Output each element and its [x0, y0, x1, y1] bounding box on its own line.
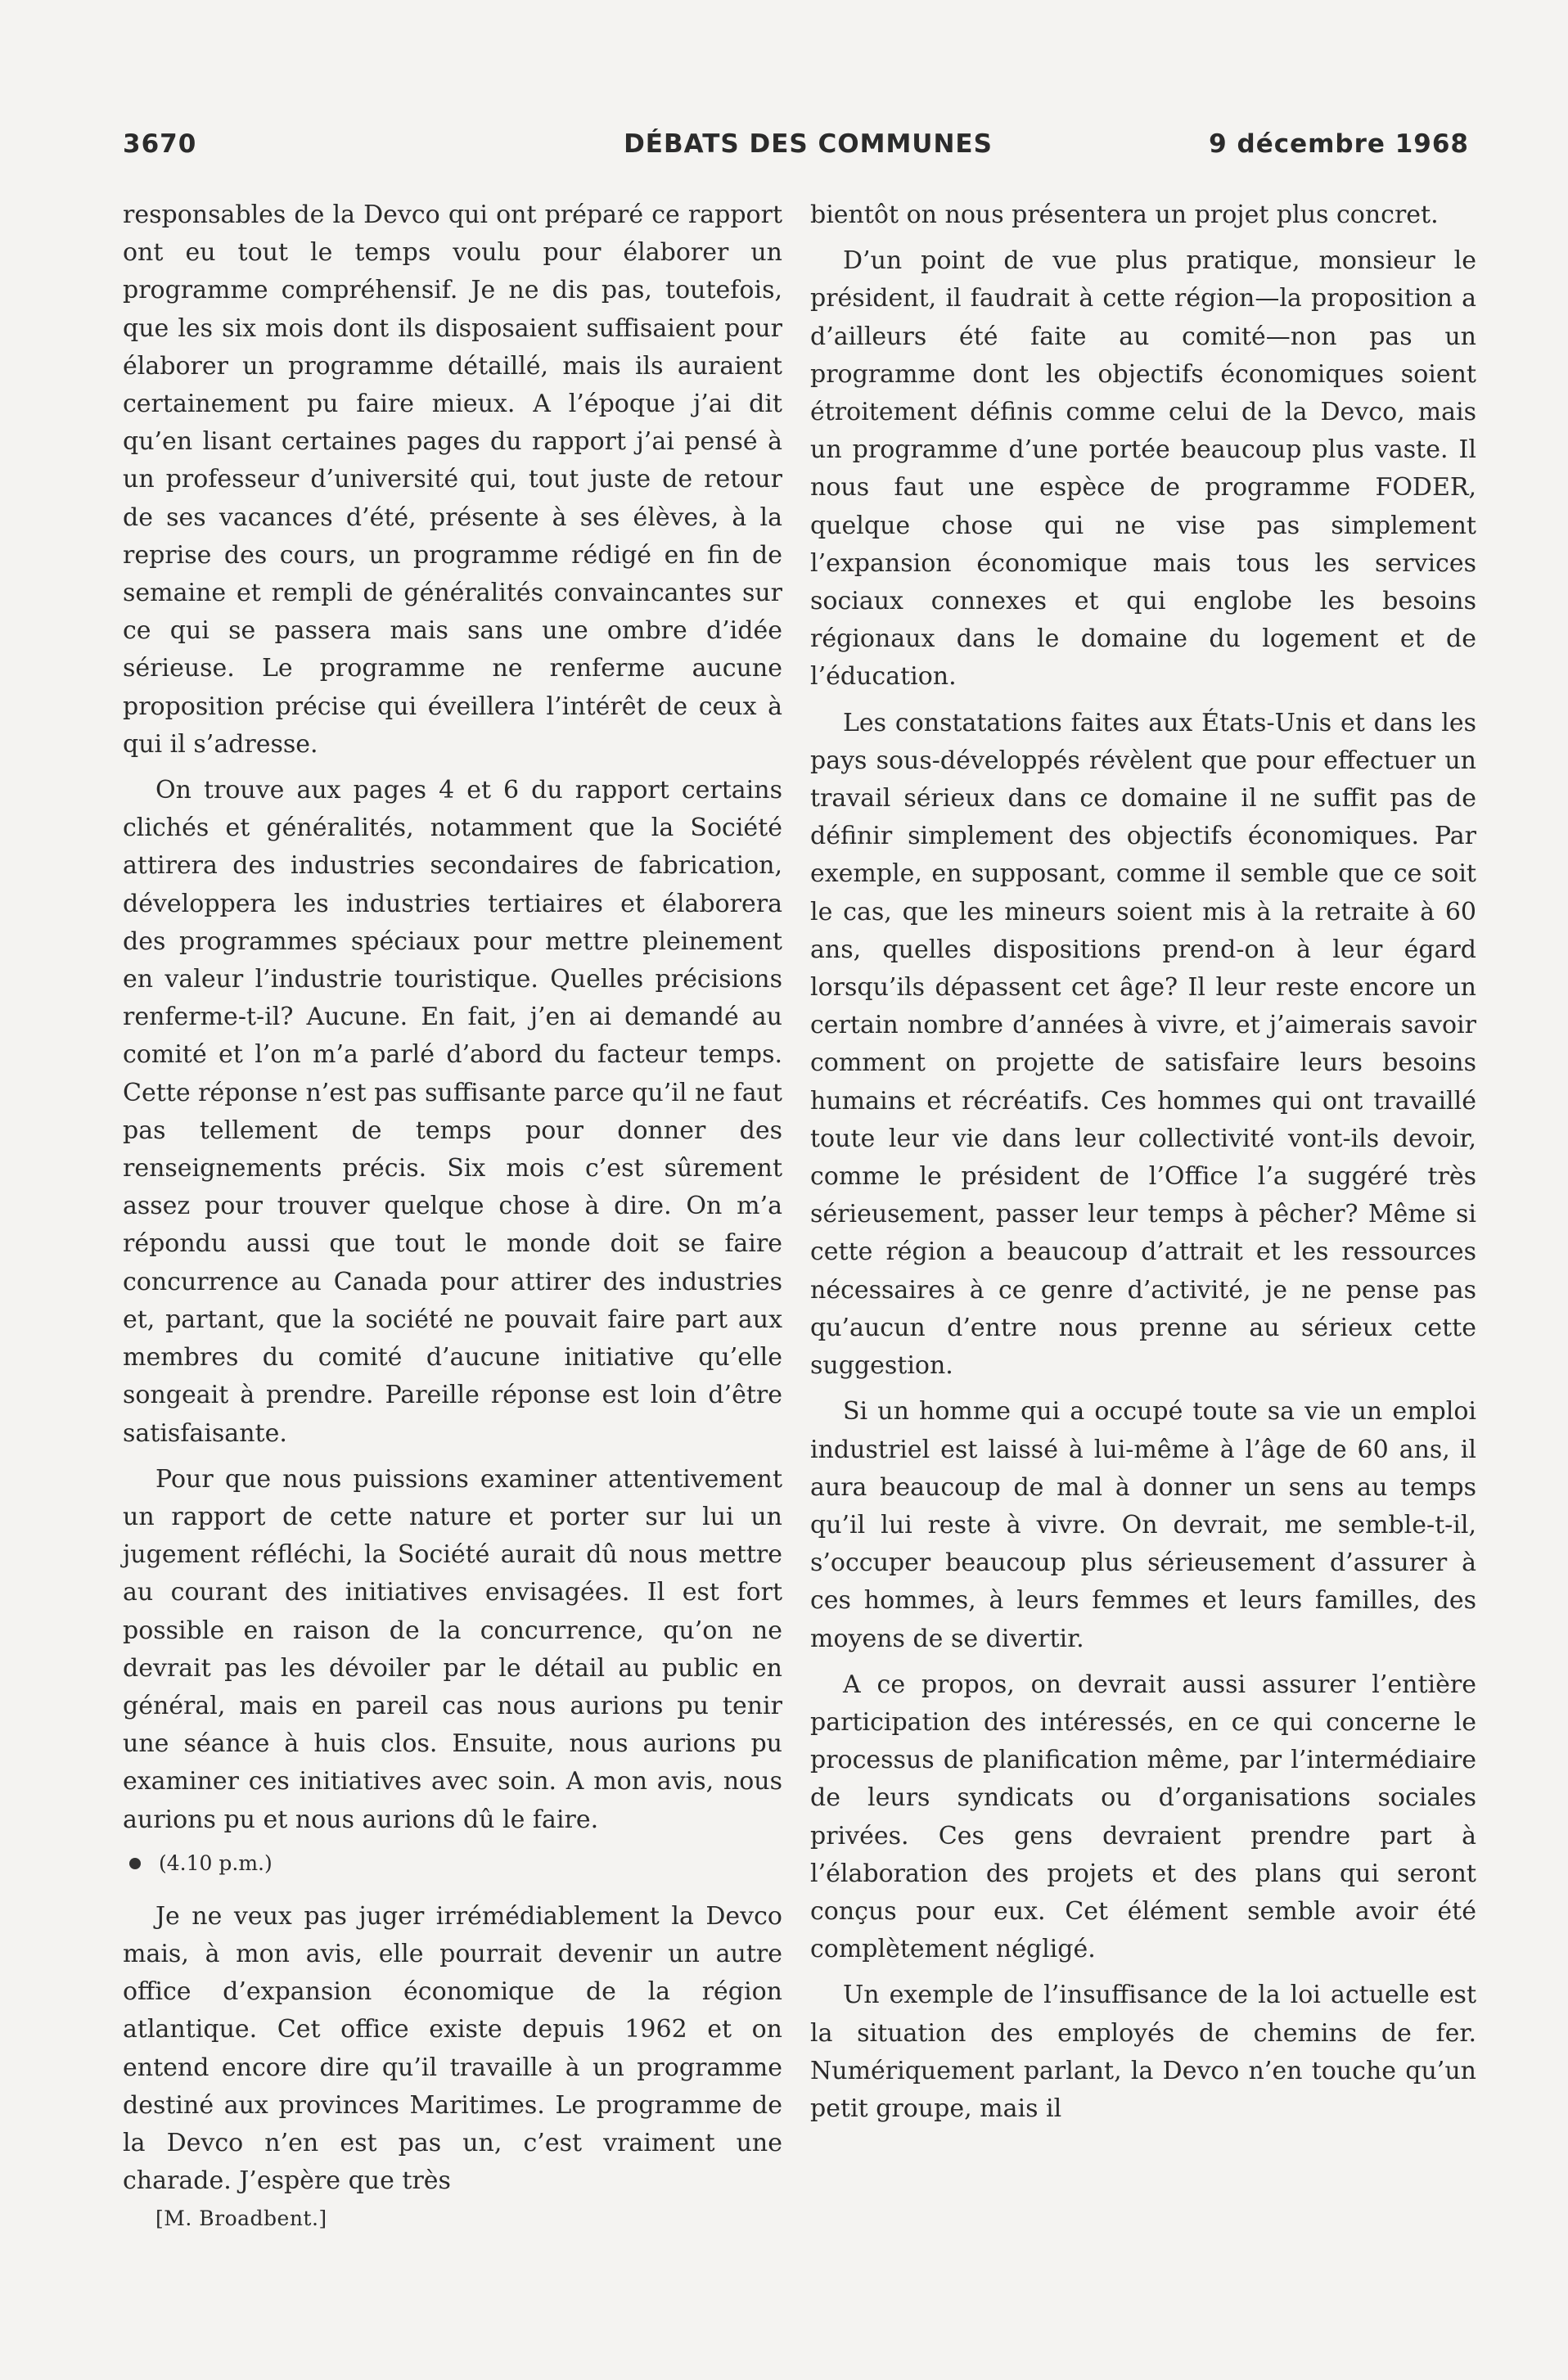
paragraph: Pour que nous puissions examiner attentivement un rapport de cette nature et porter sur lui un jugement réfléchi, la Société aurait dû nous mettre au courant des initiatives envisagées. Il est fort possible en raison de la concurrence, qu’on ne devrait pas les dévoiler par le détail au public en général, mais en pareil cas nous aurions pu tenir une séance à huis clos. Ensuite, nous aurions pu examiner ces initiatives avec soin. A mon avis, nous aurions pu et nous aurions dû le faire.	[123, 1464, 782, 1834]
timestamp-text: (4.10 p.m.)	[159, 1850, 273, 1875]
speaker-attribution: [M. Broadbent.]	[155, 2206, 327, 2231]
page-header	[123, 129, 1469, 170]
paragraph: bientôt on nous présentera un projet plus concret.	[810, 201, 1439, 229]
paragraph: On trouve aux pages 4 et 6 du rapport certains clichés et généralités, notamment que la Société attirera des industries secondaires de fabrication, développera les industries tertiaires et élaborera des programmes spéciaux pour mettre pleinement en valeur l’industrie touristique. Quelles précisions renferme-t-il? Aucune. En fait, j’en ai demandé au comité et l’on m’a parlé d’abord du facteur temps. Cette réponse n’est pas suffisante parce qu’il ne faut pas tellement de temps pour donner des renseignements précis. Six mois c’est sûrement assez pour trouver quelque chose à dire. On m’a répondu aussi que tout le monde doit se faire concurrence au Canada pour attirer des industries et, partant, que la société ne pouvait faire part aux membres du comité d’aucune initiative qu’elle songeait à prendre. Pareille réponse est loin d’être satisfaisante.	[123, 776, 782, 1448]
paragraph: D’un point de vue plus pratique, monsieur le président, il faudrait à cette région—la proposition a d’ailleurs été faite au comité—non pas un programme dont les objectifs économiques soient étroitement définis comme celui de la Devco, mais un programme d’une portée beaucoup plus vaste. Il nous faut une espèce de programme FODER, quelque chose qui ne vise pas simplement l’expansion économique mais tous les services sociaux connexes et qui englobe les besoins régionaux dans le domaine du logement et de l’éducation.	[810, 246, 1476, 692]
paragraph: Si un homme qui a occupé toute sa vie un emploi industriel est laissé à lui-même à l’âge de 60 ans, il aura beaucoup de mal à donner un sens au temps qu’il lui reste à vivre. On devrait, me semble-t-il, s’occuper beaucoup plus sérieusement d’assurer à ces hommes, à leurs femmes et leurs familles, des moyens de se divertir.	[810, 1397, 1476, 1653]
paragraph: responsables de la Devco qui ont préparé ce rapport ont eu tout le temps voulu pour élaborer un programme compréhensif. Je ne dis pas, toutefois, que les six mois dont ils disposaient suffisaient pour élaborer un programme détaillé, mais ils auraient certainement pu faire mieux. A l’époque j’ai dit qu’en lisant certaines pages du rapport j’ai pensé à un professeur d’université qui, tout juste de retour de ses vacances d’été, présente à ses élèves, à la reprise des cours, un programme rédigé en fin de semaine et rempli de généralités convaincantes sur ce qui se passera mais sans une ombre d’idée sérieuse. Le programme ne renferme aucune proposition précise qui éveillera l’intérêt de ceux à qui il s’adresse.	[123, 201, 782, 759]
paragraph: A ce propos, on devrait aussi assurer l’entière participation des intéressés, en ce qui concerne le processus de planification même, par l’intermédiaire de leurs syndicats ou d’organisations sociales privées. Ces gens devraient prendre part à l’élaboration des projets et des plans qui seront conçus pour eux. Cet élément semble avoir été complètement négligé.	[810, 1670, 1476, 1964]
page-title: DÉBATS DES COMMUNES	[624, 129, 993, 159]
timestamp	[129, 1847, 782, 1880]
bullet-icon	[129, 1858, 141, 1869]
page-date: 9 décembre 1968	[1209, 129, 1469, 159]
paragraph: Un exemple de l’insuffisance de la loi actuelle est la situation des employés de chemins de fer. Numériquement parlant, la Devco n’en touche qu’un petit groupe, mais il	[810, 1981, 1476, 2123]
left-column	[123, 196, 782, 2230]
page-number: 3670	[123, 129, 197, 159]
right-column	[810, 196, 1476, 2136]
paragraph: Je ne veux pas juger irrémédiablement la Devco mais, à mon avis, elle pourrait devenir un autre office d’expansion économique de la région atlantique. Cet office existe depuis 1962 et on entend encore dire qu’il travaille à un programme destiné aux provinces Maritimes. Le programme de la Devco n’en est pas un, c’est vraiment une charade. J’espère que très	[123, 1901, 782, 2196]
paragraph: Les constatations faites aux États-Unis et dans les pays sous-développés révèlent que pour effectuer un travail sérieux dans ce domaine il ne suffit pas de définir simplement des objectifs économiques. Par exemple, en supposant, comme il semble que ce soit le cas, que les mineurs soient mis à la retraite à 60 ans, quelles dispositions prend-on à leur égard lorsqu’ils dépassent cet âge? Il leur reste encore un certain nombre d’années à vivre, et j’aimerais savoir comment on projette de satisfaire leurs besoins humains et récréatifs. Ces hommes qui ont travaillé toute leur vie dans leur collectivité vont-ils devoir, comme le président de l’Office l’a suggéré très sérieusement, passer leur temps à pêcher? Même si cette région a beaucoup d’attrait et les ressources nécessaires à ce genre d’activité, je ne pense pas qu’aucun d’entre nous prenne au sérieux cette suggestion.	[810, 708, 1476, 1381]
